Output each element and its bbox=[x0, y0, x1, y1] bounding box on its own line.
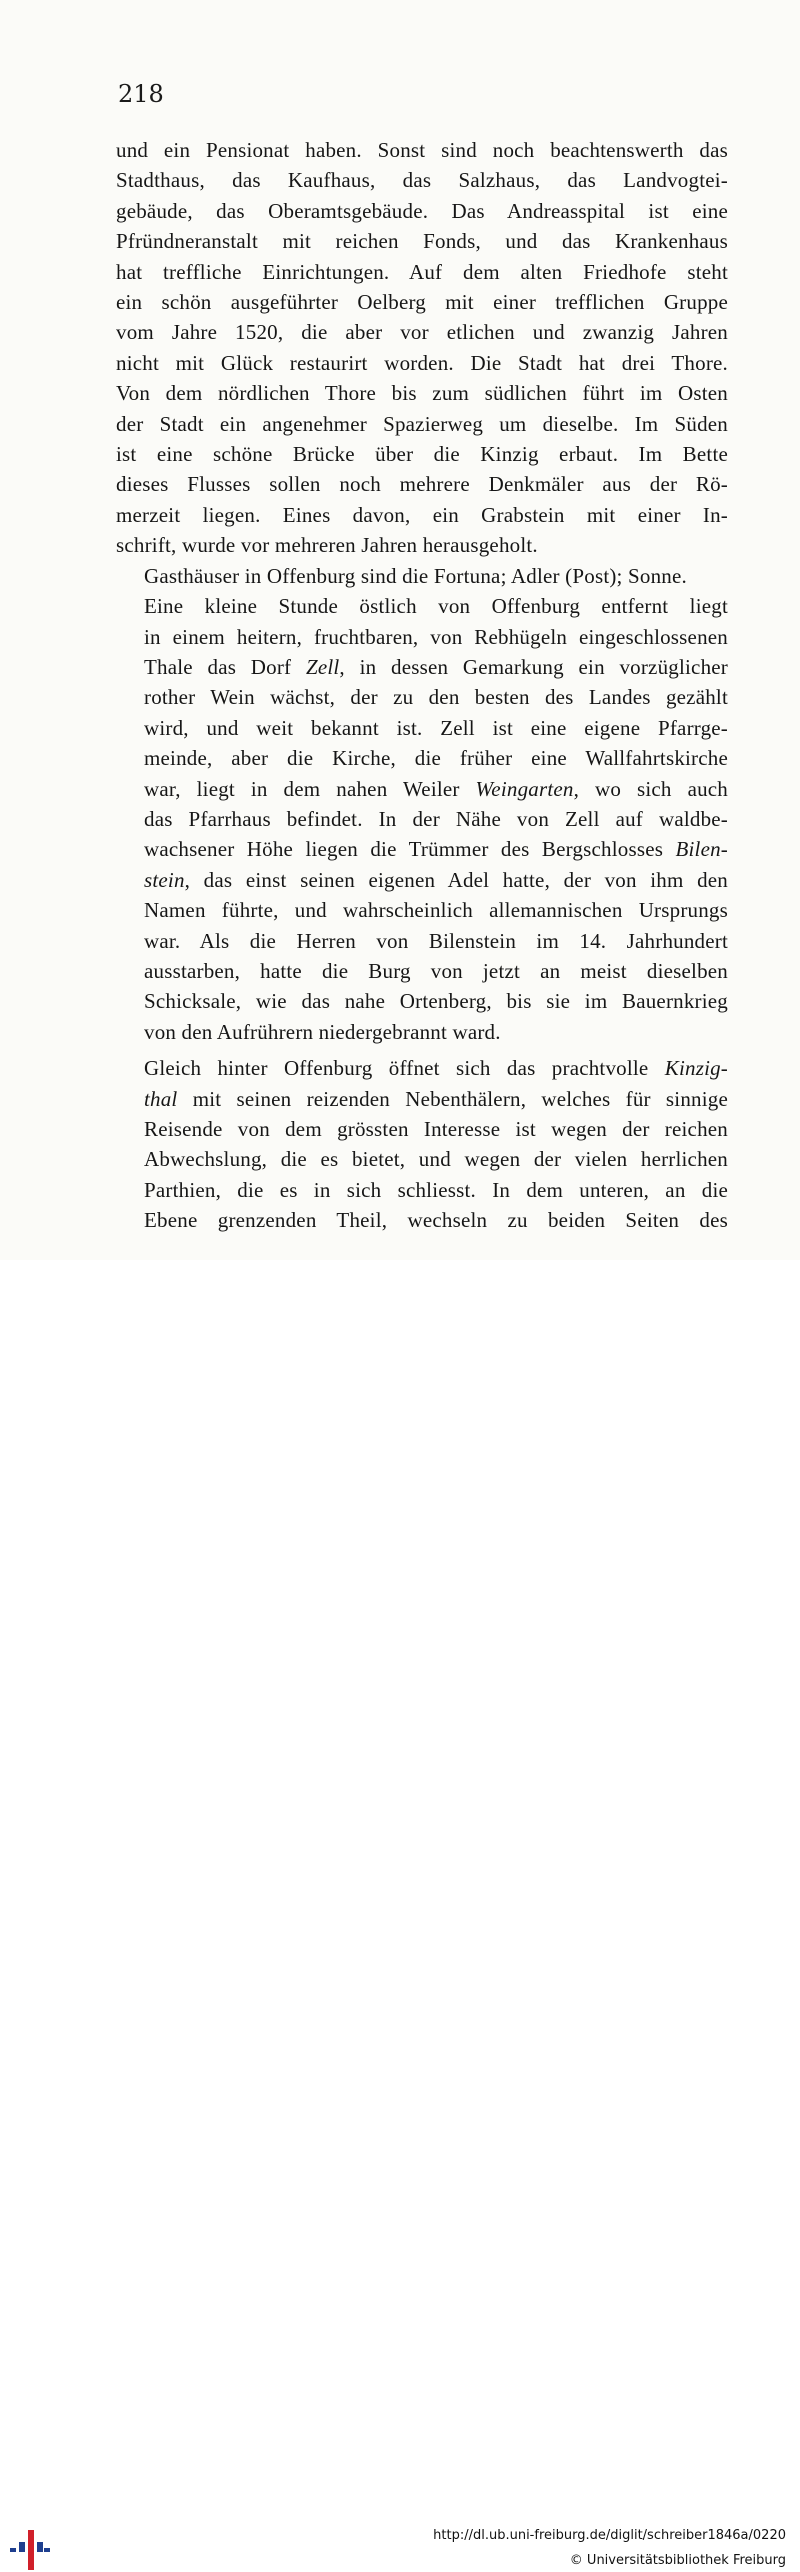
place-name: Kinzig- bbox=[664, 1056, 728, 1081]
text-run: Thale das Dorf bbox=[144, 654, 306, 679]
text-line: Parthien, die es in sich schliesst. In dem unteren, an die bbox=[144, 1177, 728, 1202]
place-name: Zell bbox=[305, 654, 340, 679]
text-run: war, liegt in dem nahen Weiler bbox=[144, 776, 476, 801]
text-line: wird, und weit bekannt ist. Zell ist eine eigene Pfarrge- bbox=[144, 715, 728, 740]
text-line: Von dem nördlichen Thore bis zum südlichen führt im Osten bbox=[116, 381, 728, 406]
text-run: , das einst seinen eigenen Adel hatte, der von ihm den bbox=[184, 867, 728, 892]
paragraph-2 bbox=[116, 561, 728, 591]
text-line: Eine kleine Stunde östlich von Offenburg entfernt liegt bbox=[144, 594, 728, 619]
copyright-notice: © Universitätsbibliothek Freiburg bbox=[569, 2553, 786, 2568]
text-line: hat treffliche Einrichtungen. Auf dem alten Friedhofe steht bbox=[116, 259, 728, 284]
text-line: dieses Flusses sollen noch mehrere Denkmäler aus der Rö- bbox=[116, 472, 728, 497]
text-line: nicht mit Glück restaurirt worden. Die Stadt hat drei Thore. bbox=[116, 350, 728, 375]
text-line: Abwechslung, die es bietet, und wegen der vielen herrlichen bbox=[144, 1147, 728, 1172]
text-line bbox=[116, 774, 728, 804]
book-page bbox=[0, 0, 800, 1260]
text-run: mit seinen reizenden Nebenthälern, welches für sinnige bbox=[177, 1086, 728, 1111]
text-line: Stadthaus, das Kaufhaus, das Salzhaus, das Landvogtei- bbox=[116, 168, 728, 193]
text-run: Gleich hinter Offenburg öffnet sich das prachtvolle bbox=[144, 1056, 665, 1081]
text-line bbox=[116, 652, 728, 682]
text-line: Schicksale, wie das nahe Ortenberg, bis sie im Bauernkrieg bbox=[144, 989, 728, 1014]
text-line: ausstarben, hatte die Burg von jetzt an meist dieselben bbox=[144, 958, 728, 983]
text-run: , in dessen Gemarkung ein vorzüglicher bbox=[339, 654, 728, 679]
text-line: Reisende von dem grössten Interesse ist wegen der reichen bbox=[144, 1117, 728, 1141]
text-line: meinde, aber die Kirche, die früher eine Wallfahrtskirche bbox=[144, 746, 728, 771]
text-line: Namen führte, und wahrscheinlich allemannischen Ursprungs bbox=[144, 898, 728, 923]
page-text bbox=[116, 135, 728, 1236]
text-line: der Stadt ein angenehmer Spazierweg um dieselbe. Im Süden bbox=[116, 411, 728, 436]
place-name: Weingarten bbox=[475, 776, 574, 801]
text-line: merzeit liegen. Eines davon, ein Grabstein mit einer In- bbox=[116, 502, 728, 527]
source-url-link[interactable]: http://dl.ub.uni-freiburg.de/diglit/schreiber1846a/0220 bbox=[433, 2528, 786, 2543]
text-line: von den Aufrührern niedergebrannt ward. bbox=[144, 1019, 501, 1044]
text-line bbox=[116, 865, 728, 895]
page-number: 218 bbox=[118, 80, 164, 108]
text-line: vom Jahre 1520, die aber vor etlichen und zwanzig Jahren bbox=[116, 320, 728, 345]
text-line: in einem heitern, fruchtbaren, von Rebhügeln eingeschlossenen bbox=[144, 624, 728, 649]
text-line: Gasthäuser in Offenburg sind die Fortuna; Adler (Post); Sonne. bbox=[144, 563, 687, 588]
text-line: gebäude, das Oberamtsgebäude. Das Andreasspital ist eine bbox=[116, 198, 728, 223]
text-line: ein schön ausgeführter Oelberg mit einer trefflichen Gruppe bbox=[116, 290, 728, 315]
paragraph-4 bbox=[116, 1053, 728, 1235]
ub-freiburg-logo-icon bbox=[10, 2528, 50, 2572]
text-line: war. Als die Herren von Bilenstein im 14. Jahrhundert bbox=[144, 928, 728, 953]
text-line bbox=[116, 834, 728, 864]
text-line: rother Wein wächst, der zu den besten des Landes gezählt bbox=[144, 685, 728, 710]
text-line: ist eine schöne Brücke über die Kinzig erbaut. Im Bette bbox=[116, 442, 728, 467]
library-footer bbox=[0, 1260, 800, 2568]
text-line: Pfründneranstalt mit reichen Fonds, und das Krankenhaus bbox=[116, 229, 728, 254]
text-line: Ebene grenzenden Theil, wechseln zu beiden Seiten des bbox=[144, 1208, 728, 1233]
paragraph-3 bbox=[116, 591, 728, 1047]
text-run: wachsener Höhe liegen die Trümmer des Bergschlosses bbox=[144, 837, 676, 862]
place-name: stein bbox=[144, 867, 185, 892]
text-run: , wo sich auch bbox=[573, 776, 729, 801]
text-line: das Pfarrhaus befindet. In der Nähe von Zell auf waldbe- bbox=[144, 806, 728, 831]
text-line: und ein Pensionat haben. Sonst sind noch beachtenswerth das bbox=[116, 138, 728, 162]
text-line bbox=[116, 1053, 728, 1083]
paragraph-1 bbox=[116, 135, 728, 561]
place-name: thal bbox=[144, 1086, 178, 1111]
text-line bbox=[116, 1084, 728, 1114]
text-line: schrift, wurde vor mehreren Jahren herausgeholt. bbox=[116, 533, 538, 558]
place-name: Bilen- bbox=[675, 837, 728, 862]
